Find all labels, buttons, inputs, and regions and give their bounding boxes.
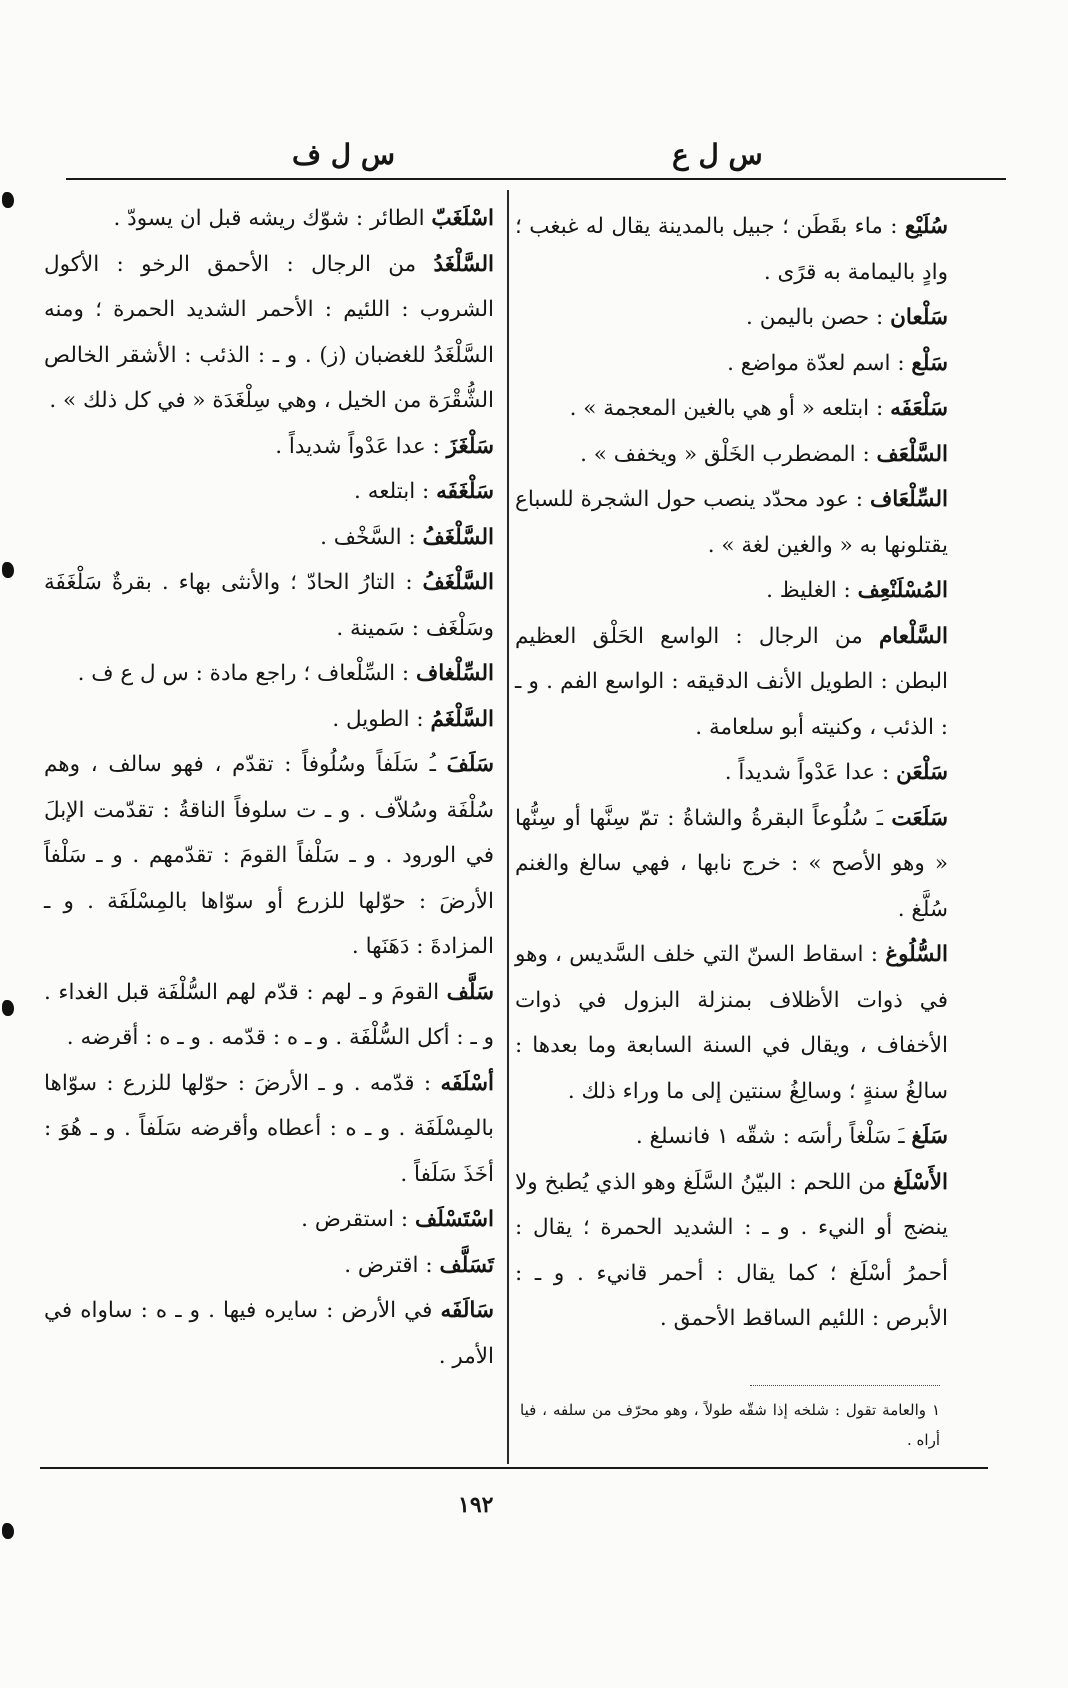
dictionary-entry	[44, 970, 494, 1061]
dictionary-entry	[44, 424, 494, 470]
dictionary-entry	[515, 614, 948, 751]
right-column	[515, 204, 948, 1342]
headword: سَالَفَه	[440, 1298, 494, 1323]
dictionary-entry	[44, 1197, 494, 1243]
headword: السَّلْعَف	[876, 441, 948, 467]
headword: سَلْعان	[890, 305, 948, 330]
definition: من الرجال : الواسع الحَلْق العظيم البطن : الطويل الأنف الدقيقه : الواسع الفم . و ـ : الذئب ، وكنيته أبو سلعامة .	[515, 623, 948, 740]
dictionary-entry	[44, 697, 494, 743]
left-column	[44, 196, 494, 1379]
dictionary-entry	[515, 1160, 948, 1342]
headword: السَّلْغَفُ	[422, 524, 494, 550]
headword: اسْلَغَبّ	[431, 206, 494, 231]
footer-rule	[40, 1467, 988, 1469]
headword: سَلَغ	[911, 1124, 948, 1149]
running-head-right: س ل ع	[672, 138, 763, 171]
headword: سَلْعَفَه	[890, 396, 948, 421]
dictionary-entry	[515, 295, 948, 341]
definition: : السِّلْعاف ؛ راجع مادة : س ل ع ف .	[77, 661, 416, 686]
definition: الطائر : شوّك ريشه قبل ان يسودّ .	[113, 206, 432, 231]
definition: : عدا عَدْواً شديداً .	[724, 760, 897, 785]
definition: : الغليظ .	[766, 578, 858, 603]
headword: اسْتَسْلَف	[414, 1207, 494, 1232]
headword: سَلَعَت	[891, 805, 948, 831]
scan-edge-mark	[2, 1000, 14, 1016]
column-divider	[507, 190, 509, 1464]
headword: السَّلْغَمُ	[430, 706, 494, 732]
definition: : ابتلعه « أو هي بالغين المعجمة » .	[569, 396, 891, 421]
dictionary-entry	[44, 1288, 494, 1379]
headword: سَلْع	[911, 350, 948, 376]
headword: السَّلْعام	[878, 623, 948, 649]
definition: : ابتلعه .	[354, 479, 437, 504]
dictionary-entry	[515, 568, 948, 614]
definition: : اسقاط السنّ التي خلف السَّديس ، وهو في ذوات الأظلاف بمنزلة البزول في ذوات الأخفاف ، ويقال في السنة السابعة وما بعدها : سالغُ سنةٍ ؛ وسالِغُ سنتين إلى ما وراء ذلك .	[515, 942, 948, 1104]
dictionary-entry	[515, 477, 948, 568]
definition: من الرجال : الأحمق الرخو : الأكول الشروب : اللئيم : الأحمر الشديد الحمرة ؛ ومنه السَّلْغَدُ للغضبان (ز) . و ـ : الذئب : الأشقر الخالص الشُّقْرَة من الخيل ، وهي سِلْغَدَة « في كل ذلك » .	[44, 251, 494, 413]
dictionary-entry	[44, 560, 494, 651]
definition: ـُ سَلَفاً وسُلُوفاً : تقدّم ، فهو سالف ، وهم سُلْفَة وسُلاّف . و ـ ت سلوفاً الناقةُ : تقدّمت الإبلَ في الورود . و ـ سَلْفاً القومَ : تقدّمهم . و ـ سَلْفاً الأرضَ : حوّلها للزرع أو سوّاها بالمِسْلَفَة . و ـ المزادةَ : دَهَنَها .	[44, 752, 494, 959]
headword: سَلَفَ	[446, 752, 494, 777]
definition: ـَ سُلُوعاً البقرةُ والشاةُ : تمّ سِنَّها أو سِنُّها « وهو الأصح » : خرج نابها ، فهي سالغ والغنم سُلَّغ .	[515, 805, 948, 922]
dictionary-entry	[515, 1114, 948, 1160]
definition: : المضطرب الخَلْق « ويخفف » .	[580, 441, 877, 467]
definition: القومَ و ـ لهم : قدّم لهم السُّلْفَة قبل الغداء . و ـ : أكل السُّلْفَة . و ـ ه : قدّمه . و ـ ه : أقرضه .	[44, 979, 494, 1050]
definition: : اقترض .	[344, 1252, 440, 1278]
definition: : الطويل .	[332, 706, 431, 732]
dictionary-entry	[44, 242, 494, 424]
headword: المُسْلَنْعِف	[857, 578, 948, 603]
footnote-rule	[750, 1385, 940, 1386]
header-rule	[66, 178, 1006, 180]
definition: : استقرض .	[301, 1207, 415, 1232]
headword: سُلَيْع	[904, 214, 948, 239]
headword: السَّلْغَفُ	[422, 570, 494, 595]
headword: السَّلْغَدُ	[433, 251, 494, 277]
definition: : حصن باليمن .	[746, 305, 891, 330]
definition: : عدا عَدْواً شديداً .	[275, 433, 447, 459]
headword: تَسَلَّف	[439, 1252, 494, 1278]
definition: من اللحم : البيّنُ السَّلَغ وهو الذي يُطبخ ولا ينضج أو النيء . و ـ : الشديد الحمرة ؛ يقال : أحمرُ أسْلَغ ؛ كما يقال : أحمر قانيء . و ـ : الأبرص : اللئيم الساقط الأحمق .	[515, 1169, 948, 1331]
dictionary-entry	[44, 1243, 494, 1289]
dictionary-entry	[44, 651, 494, 697]
scan-edge-mark	[2, 192, 14, 208]
dictionary-entry	[515, 750, 948, 796]
definition: : السَّخْف .	[320, 524, 423, 550]
headword: سَلْغَفَه	[436, 479, 494, 504]
dictionary-entry	[44, 196, 494, 242]
dictionary-entry	[515, 432, 948, 478]
dictionary-entry	[515, 796, 948, 933]
headword: السِّلْغاف	[415, 661, 494, 686]
headword: سَلْعَن	[896, 760, 948, 785]
headword: الأَسْلَغ	[893, 1169, 948, 1195]
footnote: ١ والعامة تقول : شلخه إذا شقّه طولاً ، وهو محرّف من سلفه ، فيا أراه .	[520, 1401, 940, 1449]
definition: ـَ سَلْغاً رأسَه : شقّه ١ فانسلغ .	[635, 1124, 912, 1149]
scan-edge-mark	[2, 1523, 14, 1539]
headword: أسْلَفَه	[440, 1070, 494, 1096]
dictionary-entry	[515, 204, 948, 295]
definition: في الأرض : سايره فيها . و ـ ه : ساواه في الأمر .	[44, 1298, 494, 1369]
headword: سَلْغَزَ	[446, 433, 494, 459]
definition: : التارُ الحادّ ؛ والأنثى بهاء . بقرةٌ سَلْغَفَة وسَلْغَف : سَمينة .	[44, 570, 494, 641]
definition: : ماء بقَطَن ؛ جبيل بالمدينة يقال له غبغب ؛ وادٍ باليمامة به قرًى .	[515, 214, 948, 285]
headword: سَلَّف	[446, 979, 494, 1005]
dictionary-entry	[515, 341, 948, 387]
definition: : عود محدّد ينصب حول الشجرة للسباع يقتلونها به « والغين لغة » .	[515, 487, 948, 558]
scan-edge-mark	[2, 562, 14, 578]
page-number: ١٩٢	[458, 1492, 494, 1518]
dictionary-entry	[515, 932, 948, 1114]
headword: السُّلُوغ	[885, 942, 948, 967]
running-head-left: س ل ف	[292, 138, 396, 171]
dictionary-entry	[44, 469, 494, 515]
dictionary-entry	[44, 742, 494, 970]
headword: السِّلْعَاف	[869, 487, 948, 512]
definition: : اسم لعدّة مواضع .	[727, 350, 912, 376]
definition: : قدّمه . و ـ الأرضَ : حوّلها للزرع : سوّاها بالمِسْلَفَة . و ـ ه : أعطاه وأقرضه سَلَفاً . و ـ هُوَ : أخَذَ سَلَفاً .	[44, 1070, 494, 1187]
dictionary-entry	[515, 386, 948, 432]
dictionary-entry	[44, 515, 494, 561]
dictionary-entry	[44, 1061, 494, 1198]
